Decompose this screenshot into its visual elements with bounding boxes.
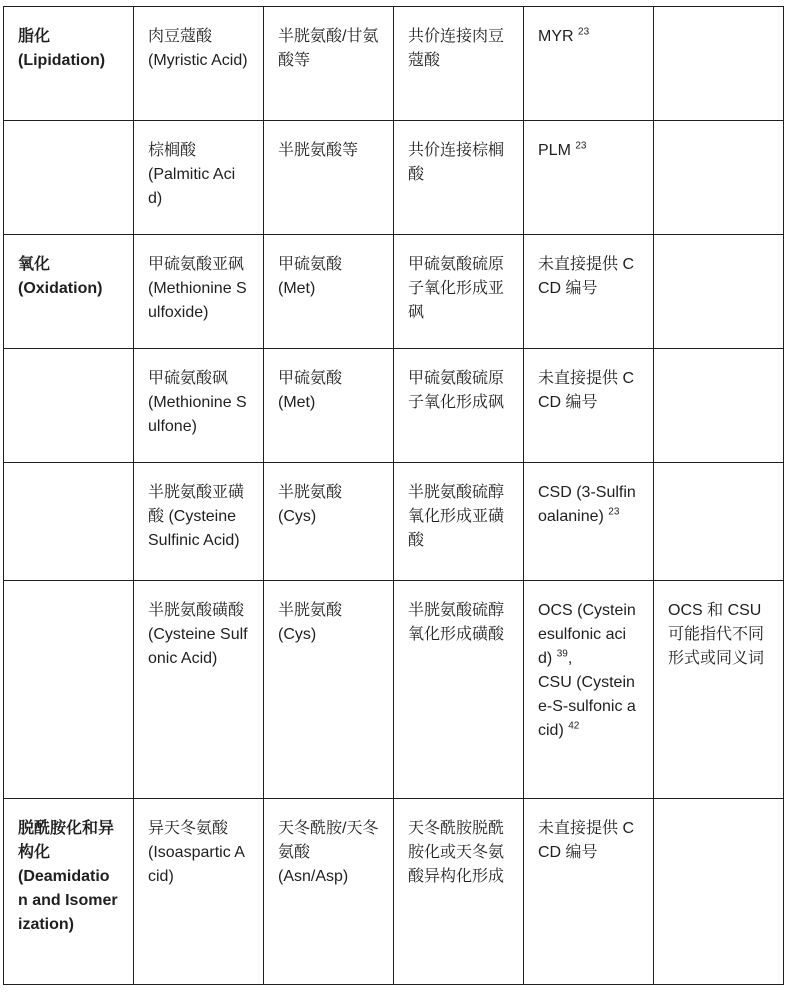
citation-ref: 42	[568, 720, 580, 732]
ccd-cell	[524, 121, 654, 235]
modification-cell	[134, 799, 264, 985]
residue-text: 半胱氨酸等	[278, 142, 359, 159]
description-text: 共价连接棕榈酸	[408, 142, 505, 183]
category-cell	[4, 799, 134, 985]
modification-text: 棕榈酸 (Palmitic Acid)	[148, 142, 236, 207]
modification-text: 甲硫氨酸亚砜 (Methionine Sulfoxide)	[148, 256, 247, 321]
description-text: 天冬酰胺脱酰胺化或天冬氨酸异构化形成	[408, 820, 505, 885]
modification-cell	[134, 463, 264, 581]
description-text: 甲硫氨酸硫原子氧化形成亚砜	[408, 256, 505, 321]
table-row	[4, 7, 784, 121]
residue-cell	[264, 463, 394, 581]
modification-cell	[134, 349, 264, 463]
category-cell	[4, 581, 134, 799]
note-cell	[654, 349, 784, 463]
description-cell	[394, 581, 524, 799]
table-row	[4, 349, 784, 463]
residue-text: 甲硫氨酸 (Met)	[278, 370, 343, 411]
residue-text: 甲硫氨酸 (Met)	[278, 256, 343, 297]
description-cell	[394, 799, 524, 985]
category-cell	[4, 121, 134, 235]
note-cell	[654, 121, 784, 235]
residue-cell	[264, 235, 394, 349]
modification-text: 半胱氨酸磺酸 (Cysteine Sulfonic Acid)	[148, 602, 248, 667]
modification-cell	[134, 235, 264, 349]
residue-text: 天冬酰胺/天冬氨酸 (Asn/Asp)	[278, 820, 379, 885]
category-cell	[4, 349, 134, 463]
modification-text: 半胱氨酸亚磺酸 (Cysteine Sulfinic Acid)	[148, 484, 245, 549]
modification-cell	[134, 121, 264, 235]
note-cell	[654, 463, 784, 581]
modification-cell	[134, 7, 264, 121]
residue-cell	[264, 349, 394, 463]
ccd-cell	[524, 235, 654, 349]
description-cell	[394, 349, 524, 463]
residue-cell	[264, 799, 394, 985]
ccd-cell	[524, 349, 654, 463]
citation-ref: 39	[556, 648, 568, 660]
description-cell	[394, 235, 524, 349]
ccd-cell	[524, 581, 654, 799]
description-text: 甲硫氨酸硫原子氧化形成砜	[408, 370, 505, 411]
table-row	[4, 463, 784, 581]
category-cell	[4, 235, 134, 349]
ccd-text: 未直接提供 CCD 编号	[538, 256, 635, 297]
modification-text: 甲硫氨酸砜 (Methionine Sulfone)	[148, 370, 247, 435]
ccd-text: MYR	[538, 28, 574, 45]
modification-text: 异天冬氨酸 (Isoaspartic Acid)	[148, 820, 245, 885]
ptm-table	[3, 6, 784, 985]
ccd-cell	[524, 799, 654, 985]
citation-ref: 23	[578, 26, 590, 38]
description-text: 半胱氨酸硫醇氧化形成磺酸	[408, 602, 505, 643]
description-text: 半胱氨酸硫醇氧化形成亚磺酸	[408, 484, 505, 549]
ccd-cell	[524, 7, 654, 121]
description-cell	[394, 463, 524, 581]
citation-ref: 23	[608, 506, 620, 518]
table-row	[4, 121, 784, 235]
modification-text: 肉豆蔻酸 (Myristic Acid)	[148, 28, 248, 69]
citation-ref: 23	[575, 140, 587, 152]
description-text: 共价连接肉豆蔻酸	[408, 28, 505, 69]
note-cell	[654, 799, 784, 985]
ccd-text: OCS (Cysteinesulfonic acid)	[538, 602, 636, 667]
note-cell	[654, 581, 784, 799]
residue-text: 半胱氨酸 (Cys)	[278, 484, 343, 525]
description-cell	[394, 121, 524, 235]
note-text: OCS 和 CSU 可能指代不同形式或同义词	[668, 602, 765, 667]
category-text: 脂化 (Lipidation)	[18, 28, 106, 69]
residue-text: 半胱氨酸 (Cys)	[278, 602, 343, 643]
ccd-cell	[524, 463, 654, 581]
description-cell	[394, 7, 524, 121]
modification-cell	[134, 581, 264, 799]
table-row	[4, 581, 784, 799]
residue-cell	[264, 121, 394, 235]
category-cell	[4, 463, 134, 581]
note-cell	[654, 235, 784, 349]
residue-cell	[264, 581, 394, 799]
ccd-text-2: CSU (Cysteine-S-sulfonic acid)	[538, 674, 636, 739]
ccd-text: CSD (3-Sulfinoalanine)	[538, 484, 636, 525]
category-text: 脱酰胺化和异构化 (Deamidation and Isomerization)	[18, 820, 118, 933]
ccd-text: 未直接提供 CCD 编号	[538, 370, 635, 411]
ccd-text: PLM	[538, 142, 571, 159]
residue-text: 半胱氨酸/甘氨酸等	[278, 28, 379, 69]
category-cell	[4, 7, 134, 121]
residue-cell	[264, 7, 394, 121]
note-cell	[654, 7, 784, 121]
table-row	[4, 799, 784, 985]
category-text: 氧化 (Oxidation)	[18, 256, 103, 297]
table-row	[4, 235, 784, 349]
ccd-separator: ,	[567, 650, 573, 667]
ccd-text: 未直接提供 CCD 编号	[538, 820, 635, 861]
